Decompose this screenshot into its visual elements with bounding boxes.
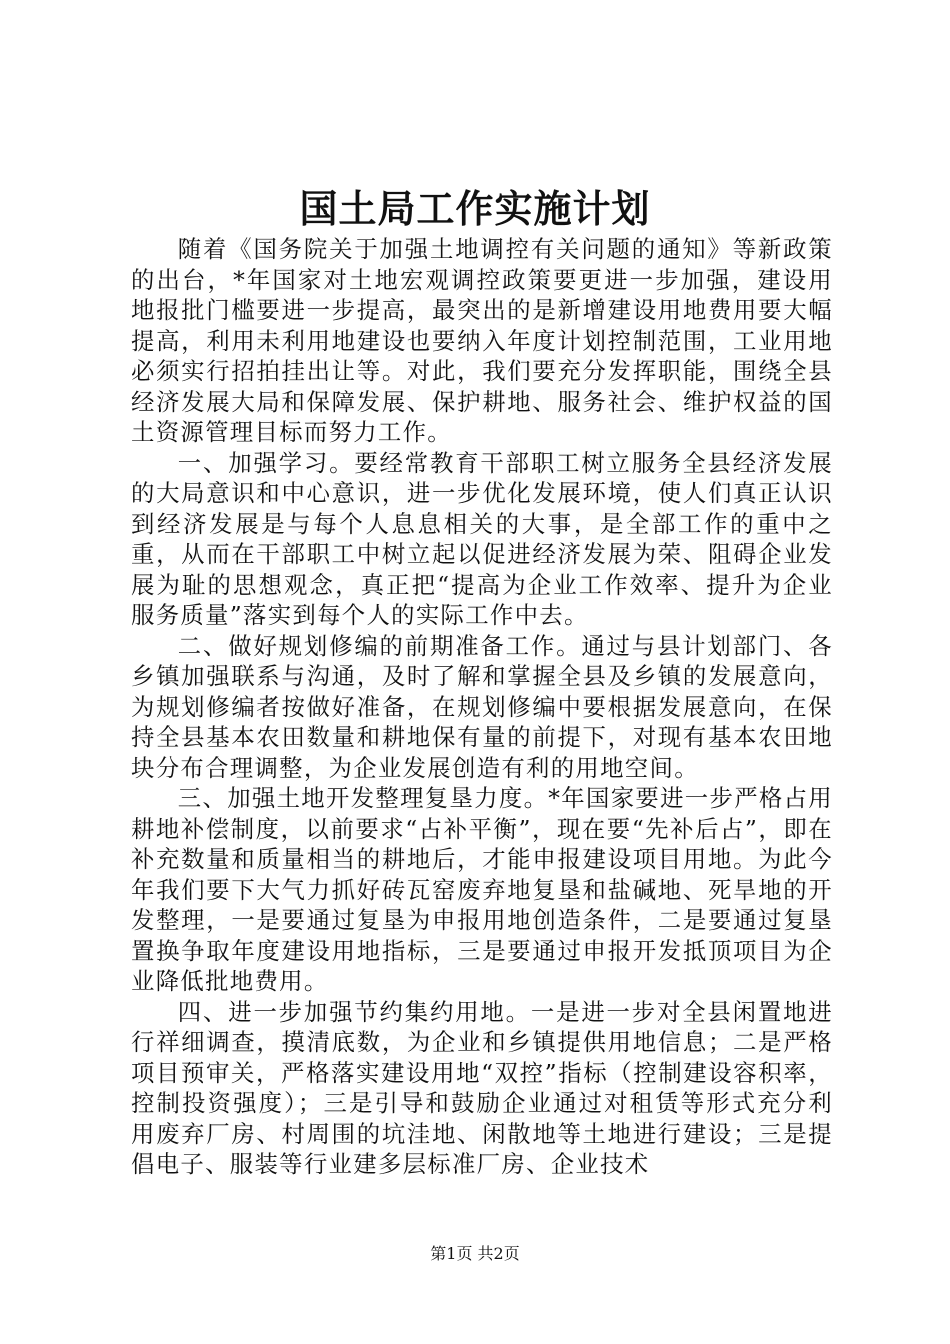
- paragraph-section-3: 三、加强土地开发整理复垦力度。*年国家要进一步严格占用耕地补偿制度，以前要求“占补平衡”，现在要“先补后占”，即在补充数量和质量相当的耕地后，才能申报建设项目用地。为此今年我们要下大气力抓好砖瓦窑废弃地复垦和盐碱地、死旱地的开发整理，一是要通过复垦为申报用地创造条件，二是要通过复垦置换争取年度建设用地指标，三是要通过申报开发抵顶项目为企业降低批地费用。: [131, 784, 833, 995]
- paragraph-section-4: 四、进一步加强节约集约用地。一是进一步对全县闲置地进行祥细调查，摸清底数，为企业和乡镇提供用地信息；二是严格项目预审关，严格落实建设用地“双控”指标（控制建设容积率，控制投资强度）；三是引导和鼓励企业通过对租赁等形式充分利用废弃厂房、村周围的坑洼地、闲散地等土地进行建设；三是提倡电子、服装等行业建多层标准厂房、企业技术: [131, 997, 833, 1178]
- paragraph-section-2: 二、做好规划修编的前期准备工作。通过与县计划部门、各乡镇加强联系与沟通，及时了解和掌握全县及乡镇的发展意向，为规划修编者按做好准备，在规划修编中要根据发展意向，在保持全县基本农田数量和耕地保有量的前提下，对现有基本农田地块分布合理调整，为企业发展创造有利的用地空间。: [131, 631, 833, 782]
- paragraph-intro: 随着《国务院关于加强土地调控有关问题的通知》等新政策的出台，*年国家对土地宏观调控政策要更进一步加强，建设用地报批门槛要进一步提高，最突出的是新增建设用地费用要大幅提高，利用未利用地建设也要纳入年度计划控制范围，工业用地必须实行招拍挂出让等。对此，我们要充分发挥职能，围绕全县经济发展大局和保障发展、保护耕地、服务社会、维护权益的国土资源管理目标而努力工作。: [131, 235, 833, 446]
- document-title: 国土局工作实施计划: [299, 186, 651, 231]
- document-body: [131, 234, 833, 1180]
- page-number-footer: 第1页 共2页: [430, 1244, 520, 1263]
- paragraph-section-1: 一、加强学习。要经常教育干部职工树立服务全县经济发展的大局意识和中心意识，进一步优化发展环境，使人们真正认识到经济发展是与每个人息息相关的大事，是全部工作的重中之重，从而在干部职工中树立起以促进经济发展为荣、阻碍企业发展为耻的思想观念，真正把“提高为企业工作效率、提升为企业服务质量”落实到每个人的实际工作中去。: [131, 448, 833, 629]
